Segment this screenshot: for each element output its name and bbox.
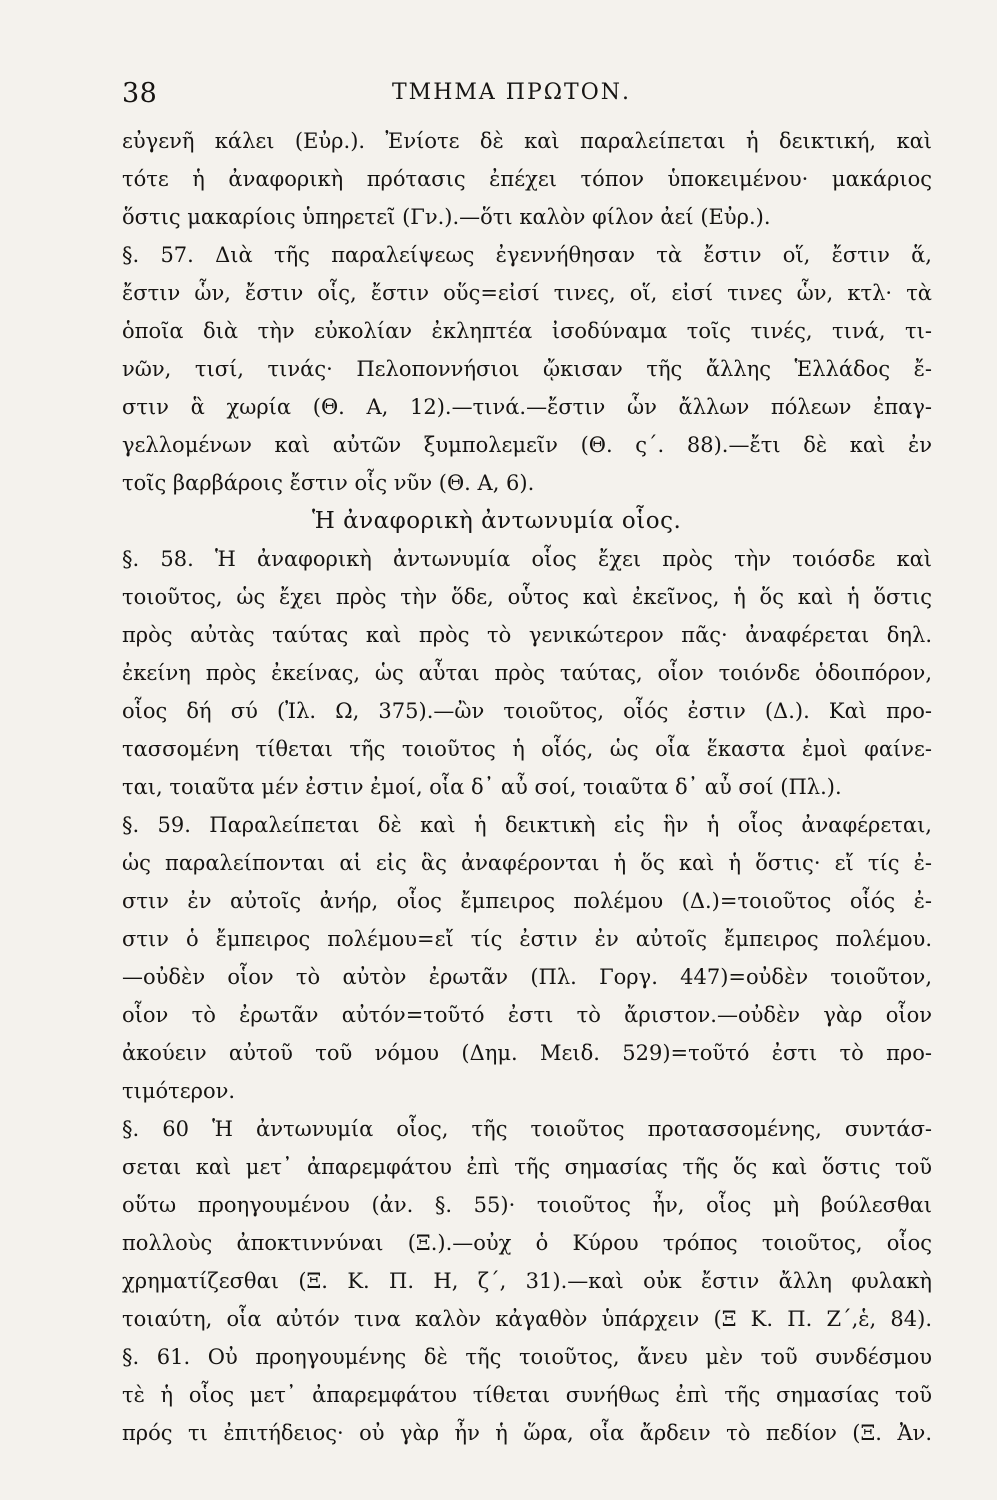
text-line: ἀκούειν αὐτοῦ τοῦ νόμου (Δημ. Μειδ. 529)=τοῦτό ἐστι τὸ προ- bbox=[122, 1041, 932, 1065]
page-header bbox=[122, 78, 932, 114]
running-title: ΤΜΗΜΑ ΠΡΩΤΟΝ. bbox=[392, 80, 631, 105]
section-heading: Ἡ ἀναφορικὴ ἀντωνυμία οἷος. bbox=[312, 508, 682, 534]
text-line: πολλοὺς ἀποκτιννύναι (Ξ.).—οὐχ ὁ Κύρου τρόπος τοιοῦτος, οἷος bbox=[122, 1231, 932, 1255]
text-line: εὐγενῆ κάλει (Εὐρ.). Ἐνίοτε δὲ καὶ παραλείπεται ἡ δεικτική, καὶ bbox=[122, 129, 932, 153]
text-line: πρός τι ἐπιτήδειος· οὐ γὰρ ἦν ἡ ὥρα, οἷα ἄρδειν τὸ πεδίον (Ξ. Ἀν. bbox=[122, 1421, 932, 1445]
text-line: τότε ἡ ἀναφορικὴ πρότασις ἐπέχει τόπον ὑποκειμένου· μακάριος bbox=[122, 167, 932, 191]
text-line: τοῖς βαρβάροις ἔστιν οἷς νῦν (Θ. Α, 6). bbox=[122, 471, 535, 495]
text-line: —οὐδὲν οἷον τὸ αὐτὸν ἐρωτᾶν (Πλ. Γοργ. 447)=οὐδὲν τοιοῦτον, bbox=[122, 965, 932, 989]
section-61-start: §. 61. Οὐ προηγουμένης δὲ τῆς τοιοῦτος, ἄνευ μὲν τοῦ συνδέσμου bbox=[122, 1345, 932, 1369]
section-59-start: §. 59. Παραλείπεται δὲ καὶ ἡ δεικτικὴ εἰς ἣν ἡ οἷος ἀναφέρεται, bbox=[122, 813, 932, 837]
text-line: στιν ἐν αὐτοῖς ἀνήρ, οἷος ἔμπειρος πολέμου (Δ.)=τοιοῦτος οἷός ἐ- bbox=[122, 889, 932, 913]
text-line: νῶν, τισί, τινάς· Πελοποννήσιοι ᾤκισαν τῆς ἄλλης Ἑλλάδος ἔ- bbox=[122, 357, 932, 381]
text-line: ται, τοιαῦτα μέν ἐστιν ἐμοί, οἷα δ᾿ αὖ σοί, τοιαῦτα δ᾿ αὖ σοί (Πλ.). bbox=[122, 775, 842, 799]
text-line: οἷον τὸ ἐρωτᾶν αὐτόν=τοῦτό ἐστι τὸ ἄριστον.—οὐδὲν γὰρ οἷον bbox=[122, 1003, 932, 1027]
text-line: στιν ἃ χωρία (Θ. Α, 12).—τινά.—ἔστιν ὧν ἄλλων πόλεων ἐπαγ- bbox=[122, 395, 932, 419]
section-60-start: §. 60 Ἡ ἀντωνυμία οἷος, τῆς τοιοῦτος προτασσομένης, συντάσ- bbox=[122, 1117, 932, 1141]
text-line: χρηματίζεσθαι (Ξ. Κ. Π. Η, ζ΄, 31).—καὶ οὐκ ἔστιν ἄλλη φυλακὴ bbox=[122, 1269, 932, 1293]
text-line: ὡς παραλείπονται αἱ εἰς ἃς ἀναφέρονται ἡ ὅς καὶ ἡ ὅστις· εἴ τίς ἐ- bbox=[122, 851, 932, 875]
text-line: τασσομένη τίθεται τῆς τοιοῦτος ἡ οἷός, ὡς οἷα ἕκαστα ἐμοὶ φαίνε- bbox=[122, 737, 932, 761]
text-line: στιν ὁ ἔμπειρος πολέμου=εἴ τίς ἐστιν ἐν αὐτοῖς ἔμπειρος πολέμου. bbox=[122, 927, 932, 951]
text-line: τοιοῦτος, ὡς ἔχει πρὸς τὴν ὅδε, οὗτος καὶ ἐκεῖνος, ἡ ὅς καὶ ἡ ὅστις bbox=[122, 585, 932, 609]
text-line: πρὸς αὐτὰς ταύτας καὶ πρὸς τὸ γενικώτερον πᾶς· ἀναφέρεται δηλ. bbox=[122, 623, 932, 647]
section-58-start: §. 58. Ἡ ἀναφορικὴ ἀντωνυμία οἷος ἔχει πρὸς τὴν τοιόσδε καὶ bbox=[122, 547, 932, 571]
text-line: σεται καὶ μετ᾿ ἀπαρεμφάτου ἐπὶ τῆς σημασίας τῆς ὅς καὶ ὅστις τοῦ bbox=[122, 1155, 932, 1179]
text-line: οἷος δή σύ (Ἰλ. Ω, 375).—ὢν τοιοῦτος, οἷός ἐστιν (Δ.). Καὶ προ- bbox=[122, 699, 932, 723]
text-line: τοιαύτη, οἷα αὐτόν τινα καλὸν κἀγαθὸν ὑπάρχειν (Ξ Κ. Π. Ζ΄,ἑ, 84). bbox=[122, 1307, 932, 1331]
body-text bbox=[122, 122, 932, 1452]
page-number: 38 bbox=[122, 78, 158, 109]
text-line: ἐκείνη πρὸς ἐκείνας, ὡς αὗται πρὸς ταύτας, οἷον τοιόνδε ὁδοιπόρον, bbox=[122, 661, 932, 685]
text-line: ὅστις μακαρίοις ὑπηρετεῖ (Γν.).—ὅτι καλὸν φίλον ἀεί (Εὐρ.). bbox=[122, 205, 771, 229]
text-line: ὁποῖα διὰ τὴν εὐκολίαν ἐκληπτέα ἰσοδύναμα τοῖς τινές, τινά, τι- bbox=[122, 319, 932, 343]
text-line: γελλομένων καὶ αὐτῶν ξυμπολεμεῖν (Θ. ς΄. 88).—ἔτι δὲ καὶ ἐν bbox=[122, 433, 932, 457]
text-line: τὲ ἡ οἷος μετ᾿ ἀπαρεμφάτου τίθεται συνήθως ἐπὶ τῆς σημασίας τοῦ bbox=[122, 1383, 932, 1407]
text-line: οὕτω προηγουμένου (ἀν. §. 55)· τοιοῦτος ἦν, οἷος μὴ βούλεσθαι bbox=[122, 1193, 932, 1217]
text-line: τιμότερον. bbox=[122, 1079, 236, 1103]
text-line: ἔστιν ὧν, ἔστιν οἷς, ἔστιν οὕς=εἰσί τινες, οἵ, εἰσί τινες ὧν, κτλ· τὰ bbox=[122, 281, 932, 305]
section-57-start: §. 57. Διὰ τῆς παραλείψεως ἐγεννήθησαν τὰ ἔστιν οἵ, ἔστιν ἅ, bbox=[122, 243, 932, 267]
